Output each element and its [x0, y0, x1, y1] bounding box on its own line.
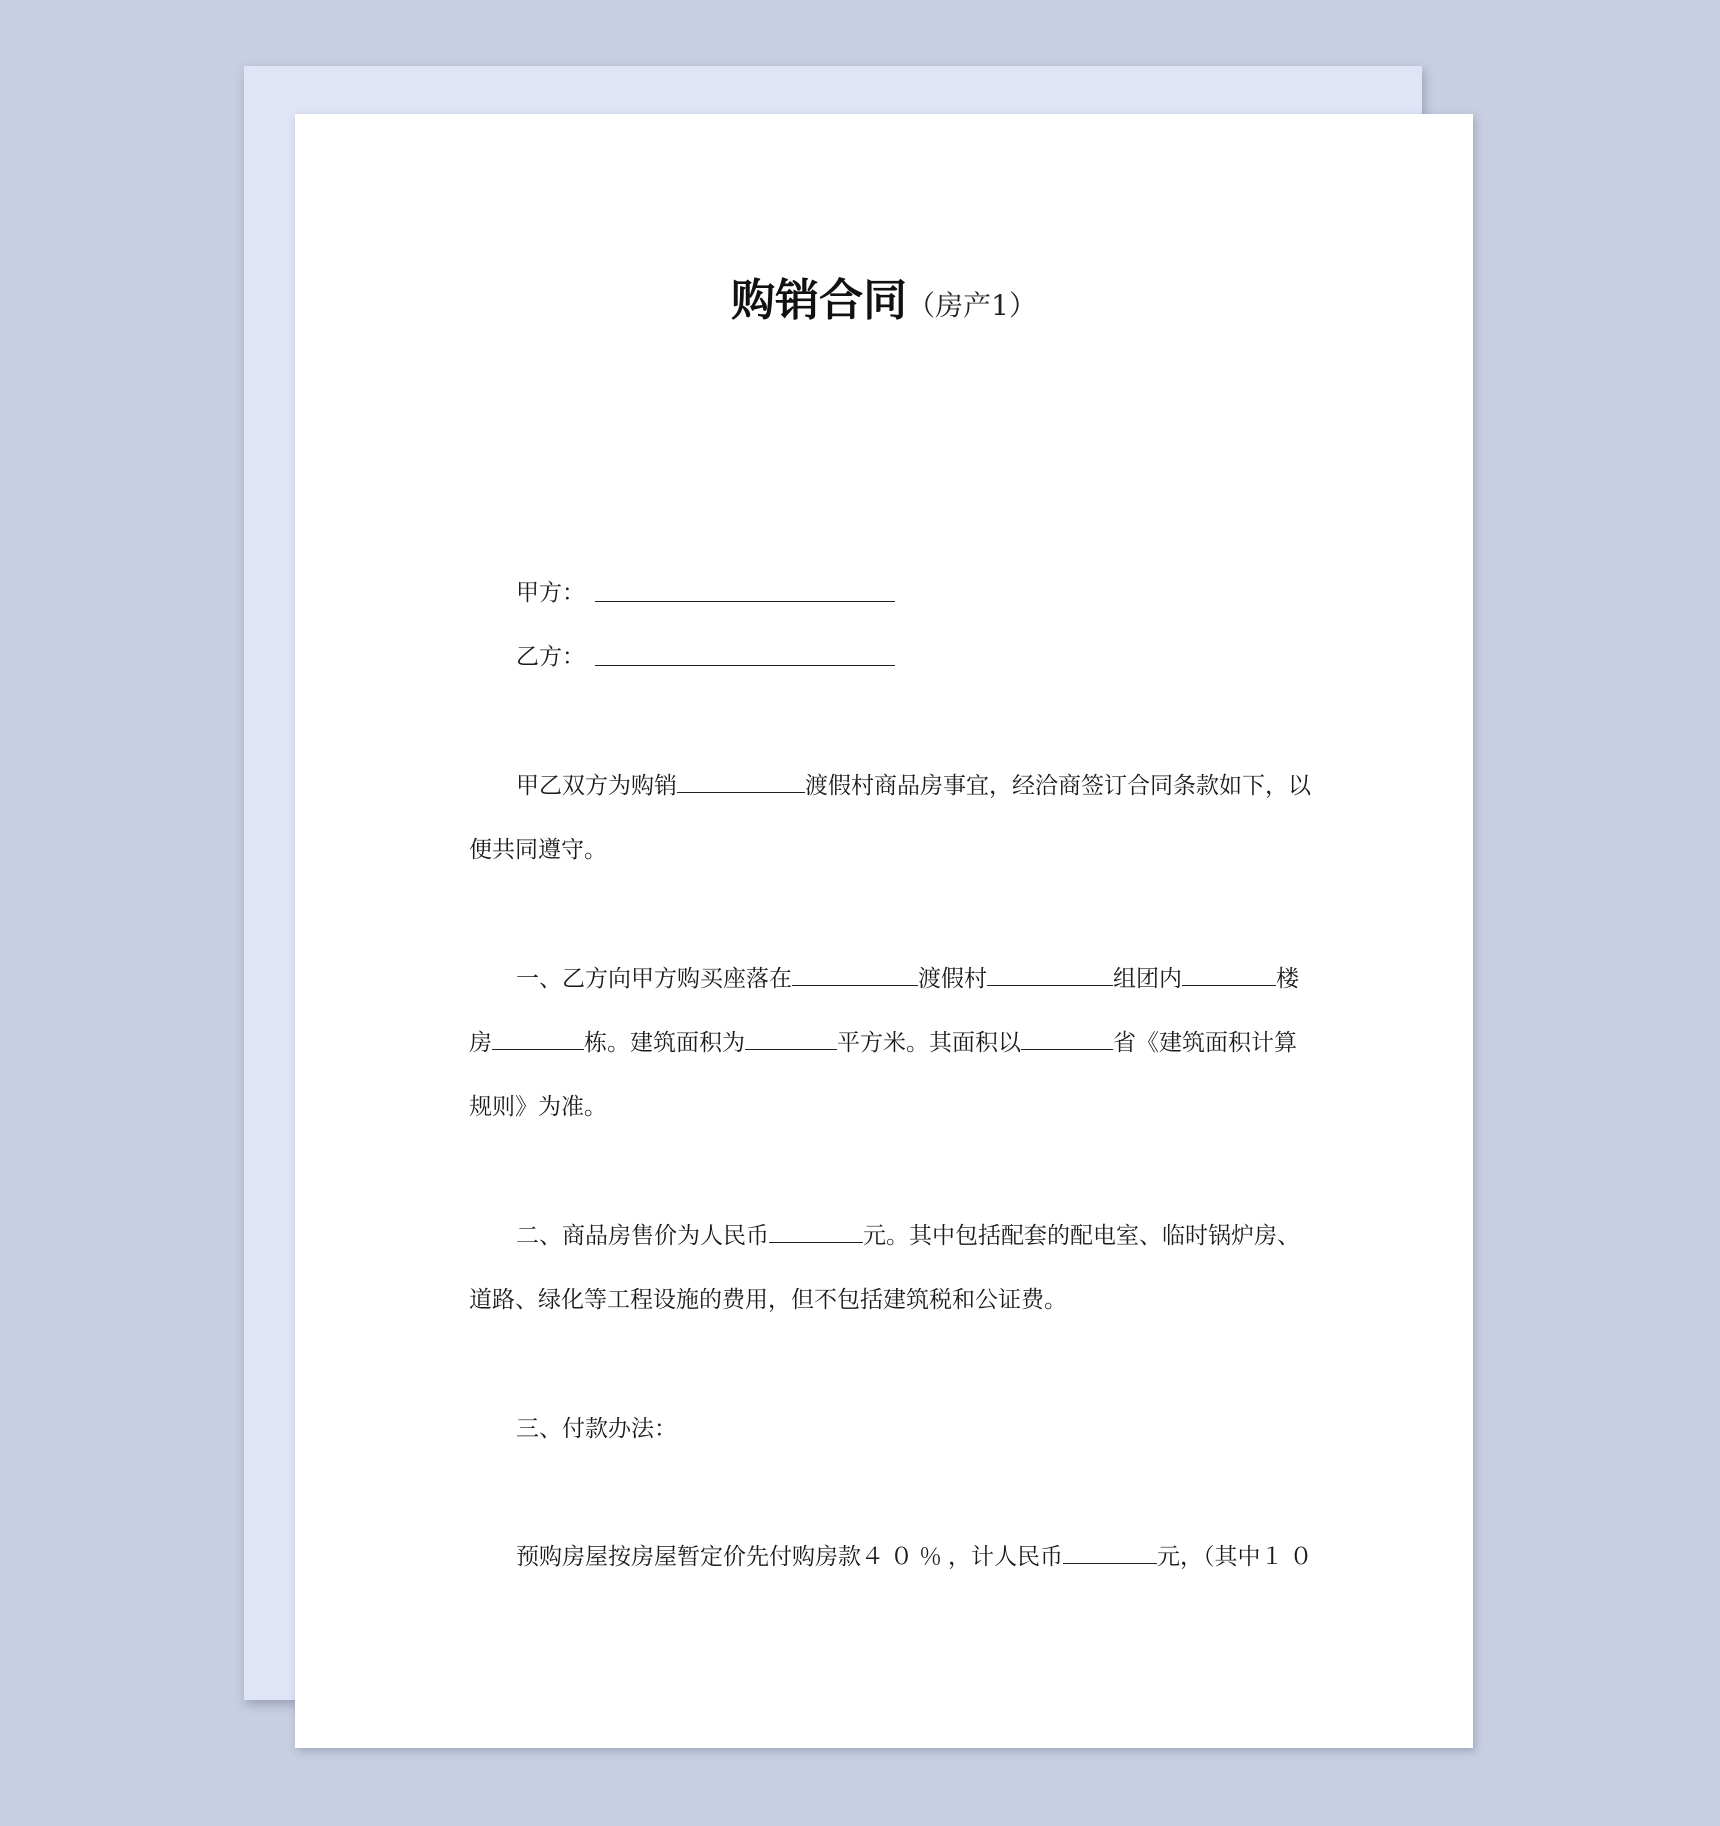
clause-1-text-1: 一、乙方向甲方购买座落在 — [516, 966, 792, 992]
party-a-label: 甲方： — [516, 580, 585, 606]
clause-1-line-2-text-4: 省《建筑面积计算 — [1113, 1030, 1297, 1056]
intro-text-1: 甲乙双方为购销 — [516, 773, 677, 799]
title-suffix: （房产1） — [907, 289, 1037, 322]
clause-1-line-2 — [469, 1024, 1297, 1057]
payment-text-4: １０ — [1260, 1544, 1319, 1570]
payment-blank — [1063, 1541, 1157, 1564]
document-title — [295, 264, 1473, 328]
clause-1-line-2-text-1: 房 — [469, 1030, 492, 1056]
intro-blank — [677, 770, 805, 793]
payment-text-3: 元，（其中 — [1157, 1544, 1261, 1570]
clause-1-text-4: 楼 — [1276, 966, 1299, 992]
document-page — [295, 114, 1473, 1748]
clause-1-line-2-text-2: 栋。建筑面积为 — [584, 1030, 745, 1056]
payment-text-1: 预购房屋按房屋暂定价先付购房款 — [516, 1544, 861, 1570]
clause-1-blank-4 — [492, 1027, 584, 1050]
clause-1-text-3: 组团内 — [1113, 966, 1182, 992]
payment-text-2: ，计人民币 — [948, 1544, 1063, 1570]
clause-2-line-2: 道路、绿化等工程设施的费用，但不包括建筑税和公证费。 — [469, 1287, 1067, 1313]
clause-2-line-1 — [516, 1217, 1300, 1250]
clause-3-heading: 三、付款办法： — [516, 1416, 677, 1442]
clause-1-blank-5 — [745, 1027, 837, 1050]
clause-1-line-1 — [516, 960, 1299, 993]
intro-line-2: 便共同遵守。 — [469, 837, 607, 863]
clause-1-blank-1 — [792, 963, 918, 986]
party-a-blank — [595, 601, 895, 602]
payment-line-1 — [516, 1538, 1319, 1571]
clause-1-blank-6 — [1021, 1027, 1113, 1050]
clause-2-text-1: 二、商品房售价为人民币 — [516, 1223, 769, 1249]
intro-text-2: 渡假村商品房事宜，经洽商签订合同条款如下，以 — [805, 773, 1311, 799]
clause-1-blank-2 — [987, 963, 1113, 986]
clause-1-blank-3 — [1182, 963, 1276, 986]
clause-1-line-3: 规则》为准。 — [469, 1094, 607, 1120]
clause-1-text-2: 渡假村 — [918, 966, 987, 992]
party-b-blank — [595, 665, 895, 666]
title-main: 购销合同 — [731, 275, 908, 326]
party-b-label: 乙方： — [516, 644, 585, 670]
clause-2-text-2: 元。其中包括配套的配电室、临时锅炉房、 — [863, 1223, 1300, 1249]
payment-percent: ４０％ — [861, 1544, 948, 1570]
intro-line-1 — [516, 767, 1311, 800]
clause-1-line-2-text-3: 平方米。其面积以 — [837, 1030, 1021, 1056]
clause-2-blank — [769, 1220, 863, 1243]
